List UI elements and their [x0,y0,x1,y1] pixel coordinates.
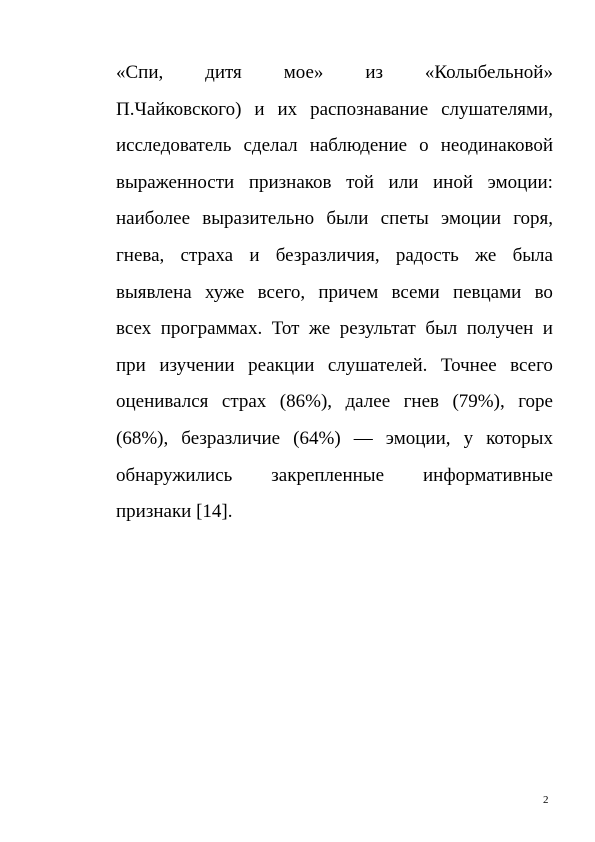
word: у [463,427,474,449]
word: сделал [243,135,298,157]
word: которых [486,427,553,449]
word: неодинаковой [440,135,553,157]
word: во [534,281,553,303]
word: далее [345,391,391,413]
word: спеты [380,208,429,230]
word: получен [466,318,534,340]
word: мое» [283,62,324,83]
word: — [353,427,373,449]
body-paragraph [116,55,553,531]
word: выраженности [116,171,235,193]
word: же [308,318,331,340]
word: «Колыбельной» [424,62,553,83]
word: программах. [160,318,263,340]
word: была [512,244,553,266]
word: безразличия, [275,244,380,266]
word: хуже [204,281,245,303]
word: (64%) [293,427,341,449]
word: (68%), [116,427,169,449]
word: выразительно [202,208,315,230]
word: страха [180,244,234,266]
word: Точнее [440,354,497,376]
text-line [116,311,553,348]
word: всего, [257,281,306,303]
text-line [116,384,553,421]
word: (79%), [452,391,505,413]
word: «Спи, [116,62,164,83]
word: обнаружились [116,464,233,486]
page-number: 2 [543,794,549,806]
word: всего [510,354,553,376]
text-line [116,238,553,275]
word: (86%), [279,391,333,413]
text-line [116,55,553,92]
word: причем [318,281,379,303]
text-line [116,92,553,129]
word: эмоции [440,208,501,230]
text-line [116,421,553,458]
text-line [116,201,553,238]
word: гнева, [116,244,165,266]
word: горя, [513,208,553,230]
word: признаков [248,171,332,193]
text-line [116,348,553,385]
word: же [475,244,497,266]
word: при [116,354,146,376]
word: иной [433,171,474,193]
word: были [326,208,369,230]
word: безразличие [181,427,281,449]
word: был [425,318,458,340]
word: слушателями, [441,98,553,120]
word: певцами [452,281,522,303]
word: их [277,98,298,120]
word: гнев [403,391,439,413]
word: реакции [248,354,315,376]
word: оценивался [116,391,209,413]
word: П.Чайковского) [116,98,242,120]
text-line [116,275,553,312]
word: слушателей. [327,354,428,376]
word: всеми [391,281,440,303]
word: эмоции, [385,427,451,449]
text-line [116,458,553,495]
word: страх [221,391,267,413]
word: закрепленные [271,464,385,486]
word: из [365,62,384,83]
text-line [116,128,553,165]
word: той [346,171,374,193]
word: результат [339,318,416,340]
word: горе [518,391,553,413]
word: эмоции: [487,171,553,193]
word: и [249,244,260,266]
word: Тот [271,318,300,340]
word: наиболее [116,208,191,230]
word: о [419,135,429,157]
text-line [116,165,553,202]
word: радость [395,244,459,266]
word: дитя [205,62,242,83]
word: наблюдение [309,135,408,157]
word: или [388,171,419,193]
word: всех [116,318,152,340]
word: исследователь [116,135,232,157]
text-line-last: признаки [14]. [116,501,233,523]
word: и [542,318,553,340]
word: и [254,98,265,120]
word: распознавание [310,98,429,120]
word: выявлена [116,281,192,303]
word: информативные [422,464,553,486]
word: изучении [159,354,235,376]
